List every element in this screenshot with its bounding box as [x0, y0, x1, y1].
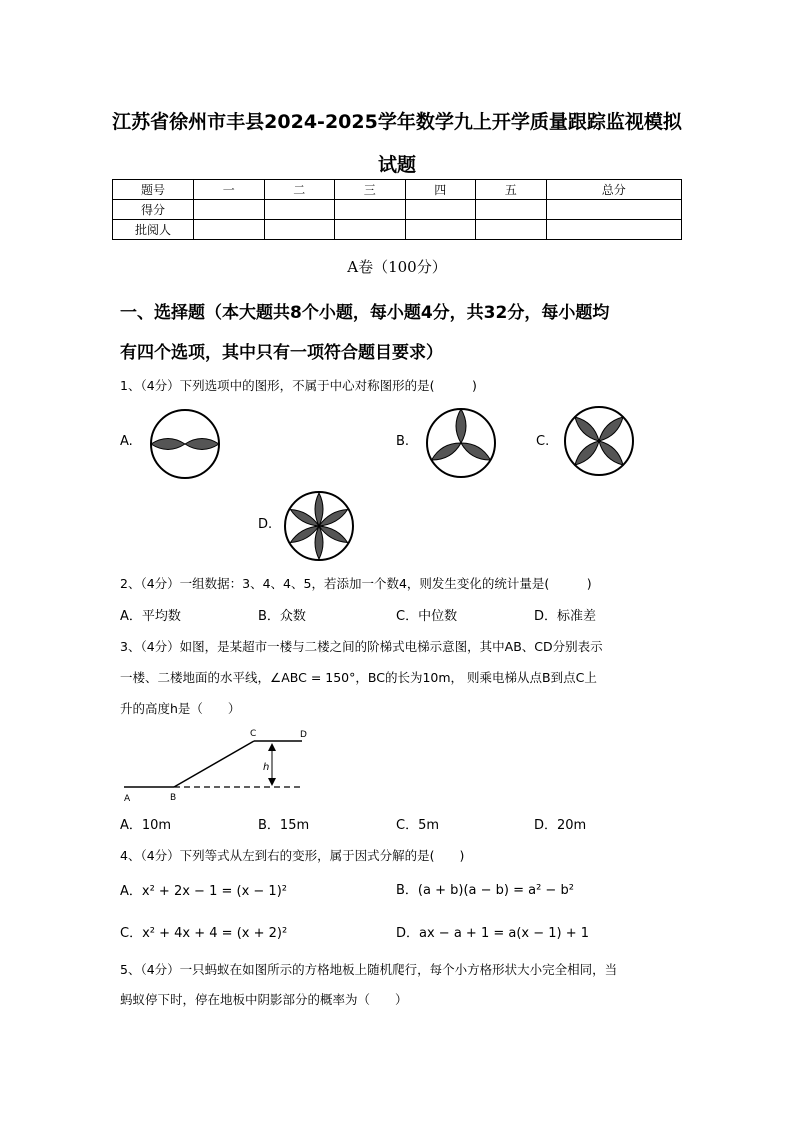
q4-option-b: B．(a + b)(a − b) = a² − b² [396, 883, 574, 898]
q3-line-3: 升的高度h是（ ） [120, 701, 241, 716]
q1-figure-d [282, 490, 356, 562]
q3-label-a: A [124, 794, 131, 804]
q1-label-d: D. [258, 517, 273, 532]
q3-label-h: h [263, 762, 270, 773]
reviewer-row [113, 220, 682, 240]
table-cell: 得分 [113, 200, 194, 220]
q4-option-c: C．x² + 4x + 4 = (x + 2)² [120, 926, 288, 941]
q3-option-b: B．15m [258, 818, 310, 833]
q1-stem: 1、（4分）下列选项中的图形，不属于中心对称图形的是( ) [120, 378, 477, 393]
q2-option-c: C．中位数 [396, 609, 458, 624]
table-cell [405, 220, 476, 240]
q3-label-b: B [170, 793, 177, 803]
q5-line-1: 5、（4分）一只蚂蚁在如图所示的方格地板上随机爬行，每个小方格形状大小完全相同，当 [120, 962, 618, 977]
q2-option-a: A．平均数 [120, 609, 181, 624]
q3-escalator-figure [118, 725, 318, 807]
q3-line-2: 一楼、二楼地面的水平线，∠ABC = 150°，BC的长为10m， 则乘电梯从点B到点C上 [120, 670, 597, 685]
table-cell [335, 200, 406, 220]
table-cell [194, 200, 265, 220]
table-cell: 题号 [113, 180, 194, 200]
table-cell [546, 220, 682, 240]
table-cell [335, 220, 406, 240]
table-cell [405, 200, 476, 220]
q1-figure-b [424, 407, 498, 479]
q3-label-d: D [300, 730, 307, 740]
score-row [113, 200, 682, 220]
table-cell [194, 220, 265, 240]
q2-stem: 2、（4分）一组数据：3、4、4、5，若添加一个数4，则发生变化的统计量是( ) [120, 576, 592, 591]
q3-option-a: A．10m [120, 818, 172, 833]
q4-stem: 4、（4分）下列等式从左到右的变形，属于因式分解的是( ) [120, 848, 465, 863]
q1-figure-a [148, 409, 222, 479]
q1-label-a: A. [120, 434, 133, 449]
table-cell: 二 [264, 180, 335, 200]
q4-option-d: D．ax − a + 1 = a(x − 1) + 1 [396, 926, 590, 941]
q2-option-d: D．标准差 [534, 609, 597, 624]
q2-option-b: B．众数 [258, 609, 306, 624]
q3-option-d: D．20m [534, 818, 587, 833]
q3-label-c: C [250, 729, 257, 739]
q4-option-a: A．x² + 2x − 1 = (x − 1)² [120, 884, 287, 899]
q3-option-c: C．5m [396, 818, 440, 833]
score-table-header-row [113, 180, 682, 200]
table-cell [264, 220, 335, 240]
section-heading-line-1: 一、选择题（本大题共8个小题，每小题4分，共32分，每小题均 [120, 303, 610, 323]
table-cell: 四 [405, 180, 476, 200]
section-heading-line-2: 有四个选项，其中只有一项符合题目要求） [120, 343, 443, 363]
q5-line-2: 蚂蚁停下时，停在地板中阴影部分的概率为（ ） [120, 992, 408, 1007]
score-table [112, 179, 682, 240]
q1-label-b: B. [396, 434, 410, 449]
table-cell [264, 200, 335, 220]
q1-label-c: C. [536, 434, 550, 449]
table-cell [546, 200, 682, 220]
table-cell [476, 220, 547, 240]
table-cell [476, 200, 547, 220]
table-cell: 总分 [546, 180, 682, 200]
q1-figure-c [562, 405, 636, 477]
volume-heading: A卷（100分） [347, 258, 447, 276]
table-cell: 五 [476, 180, 547, 200]
title-line-1: 江苏省徐州市丰县2024-2025学年数学九上开学质量跟踪监视模拟 [112, 111, 682, 133]
title-line-2: 试题 [377, 154, 416, 176]
table-cell: 一 [194, 180, 265, 200]
q3-line-1: 3、（4分）如图，是某超市一楼与二楼之间的阶梯式电梯示意图，其中AB、CD分别表示 [120, 639, 603, 654]
table-cell: 批阅人 [113, 220, 194, 240]
table-cell: 三 [335, 180, 406, 200]
